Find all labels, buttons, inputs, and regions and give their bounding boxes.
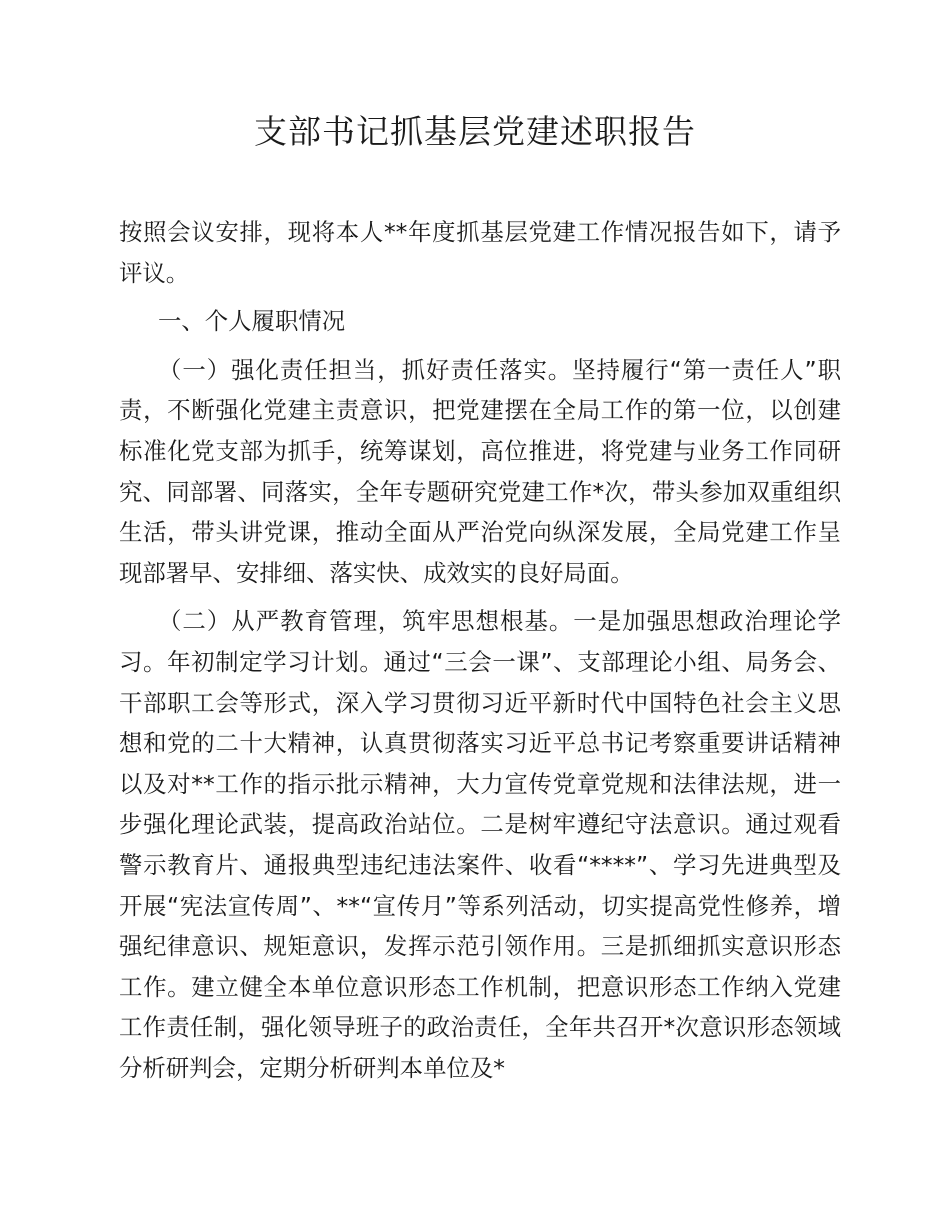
intro-paragraph: 按照会议安排，现将本人**年度抓基层党建工作情况报告如下，请予评议。: [119, 218, 841, 287]
paragraph-responsibility: （一）强化责任担当，抓好责任落实。坚持履行“第一责任人”职责，不断强化党建主责意识，把党建摆在全局工作的第一位，以创建标准化党支部为抓手，统筹谋划，高位推进，将党建与业务工作同研究、同部署、同落实，全年专题研究党建工作*次，带头参加双重组织生活，带头讲党课，推动全面从严治党向纵深发展，全局党建工作呈现部署早、安排细、落实快、成效实的良好局面。: [119, 355, 841, 587]
section-heading: 一、个人履职情况: [158, 307, 346, 336]
paragraph-education: （二）从严教育管理，筑牢思想根基。一是加强思想政治理论学习。年初制定学习计划。通过“三会一课”、支部理论小组、局务会、干部职工会等形式，深入学习贯彻习近平新时代中国特色社会主义思想和党的二十大精神，认真贯彻落实习近平总书记考察重要讲话精神以及对**工作的指示批示精神，大力宣传党章党规和法律法规，进一步强化理论武装，提高政治站位。二是树牢遵纪守法意识。通过观看警示教育片、通报典型违纪违法案件、收看“****”、学习先进典型及开展“宪法宣传周”、**“宣传月”等系列活动，切实提高党性修养，增强纪律意识、规矩意识，发挥示范引领作用。三是抓细抓实意识形态工作。建立健全本单位意识形态工作机制，把意识形态工作纳入党建工作责任制，强化领导班子的政治责任，全年共召开*次意识形态领域分析研判会，定期分析研判本单位及*: [119, 607, 841, 1082]
document-body: [119, 212, 841, 1096]
document-title: 支部书记抓基层党建述职报告: [254, 112, 696, 151]
